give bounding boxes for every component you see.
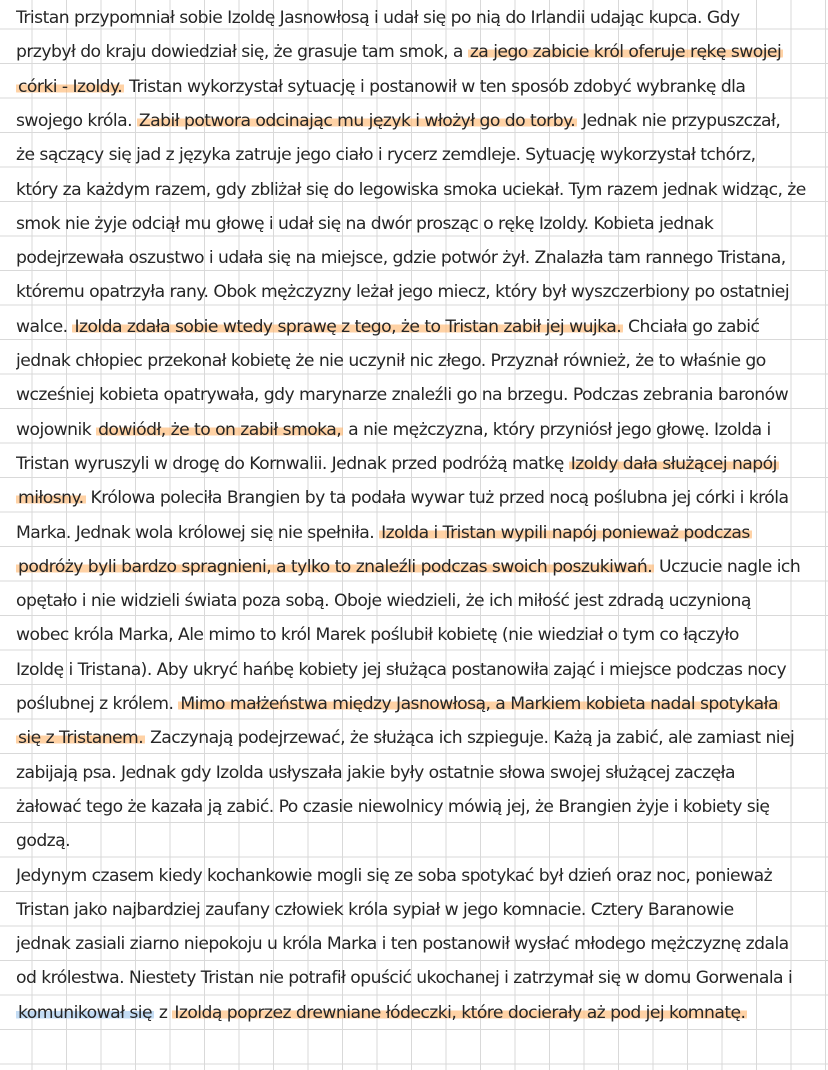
text-line — [16, 791, 822, 823]
highlighted-text: Izolda zdała sobie wtedy sprawę z tego, że to Tristan zabił jej wujka. — [74, 316, 622, 337]
text-line — [16, 139, 822, 171]
line-text: zabijają psa. Jednak gdy Izolda usłyszała jakie były ostatnie słowa swojej służącej zaczęła — [16, 762, 735, 783]
line-text: który za każdym razem, gdy zbliżał się do legowiska smoka uciekał. Tym razem jednak widząc, że — [16, 179, 806, 200]
text-line — [16, 208, 822, 240]
text-line — [16, 105, 822, 137]
highlighted-text: podróży byli bardzo spragnieni, a tylko to znaleźli podczas swoich poszukiwań. — [18, 556, 653, 577]
text-line — [16, 757, 822, 789]
line-text: Królowa poleciła Brangien by ta podała wywar tuż przed nocą poślubna jej córki i króla — [85, 488, 789, 509]
highlighted-text: Izoldy dała służącej napój — [570, 453, 777, 474]
highlighted-text: Mimo małżeństwa między Jasnowłosą, a Markiem kobieta nadal spotykała — [180, 694, 778, 714]
highlighted-text: się z Tristanem. — [18, 728, 144, 749]
text-line — [16, 36, 822, 68]
text-line — [16, 71, 822, 103]
text-line — [16, 2, 822, 34]
highlighted-text: Izolda i Tristan wypili napój ponieważ podczas — [381, 522, 750, 543]
text-line — [16, 894, 822, 926]
line-text: Uczucie nagle ich — [654, 556, 801, 577]
text-line — [16, 688, 822, 720]
text-line — [16, 414, 822, 446]
text-line — [16, 551, 822, 583]
line-text: że sączący się jad z języka zatruje jego ciało i rycerz zemdleje. Sytuację wykorzystał tchórz, — [16, 145, 756, 166]
line-text: podejrzewała oszustwo i udała się na miejsce, gdzie potwór żył. Znalazła tam rannego Tristana, — [16, 248, 786, 269]
highlighted-text: Izoldą poprzez drewniane łódeczki, które docierały aż pod jej komnatę. — [174, 1002, 746, 1023]
highlighted-text: miłosny. — [18, 488, 84, 509]
line-text: Izoldę i Tristana). Aby ukryć hańbę kobiety jej służąca postanowiła zająć i miejsce podczas nocy — [16, 659, 787, 680]
selected-text: komunikował się — [18, 1002, 153, 1023]
line-text: smok nie żyje odciął mu głowę i udał się na dwór prosząc o rękę Izoldy. Kobieta jednak — [16, 213, 714, 234]
highlighted-text: dowiódł, że to on zabił smoka, — [98, 419, 342, 440]
text-line — [16, 379, 822, 411]
line-text: Jedynym czasem kiedy kochankowie mogli się ze soba spotykać był dzień oraz noc, ponieważ — [16, 865, 773, 886]
line-text: Zaczynają podejrzewać, że służąca ich szpieguje. Każą ja zabić, ale zamiast niej — [145, 728, 795, 749]
line-text: Chciała go zabić — [623, 316, 760, 337]
line-text: swojego króla. — [16, 110, 137, 131]
line-text: Tristan jako najbardziej zaufany człowiek króla sypiał w jego komnacie. Cztery Baranowie — [16, 899, 734, 920]
text-line — [16, 860, 822, 892]
line-text: a nie mężczyzna, który przyniósł jego głowę. Izolda i — [343, 419, 771, 440]
line-text: jednak zasiali ziarno niepokoju u króla Marka i ten postanowił wysłać młodego mężczyznę zdala — [16, 934, 789, 955]
line-text: poślubnej z królem. — [16, 694, 179, 714]
line-text: żałować tego że kazała ją zabić. Po czasie niewolnicy mówią jej, że Brangien żyje i kobiety się — [16, 796, 770, 817]
line-text: z — [154, 1002, 173, 1023]
text-line — [16, 174, 822, 206]
text-line — [16, 517, 822, 549]
text-line — [16, 482, 822, 514]
line-text: któremu opatrzyła rany. Obok mężczyzny leżał jego miecz, który był wyszczerbiony po ostatniej — [16, 282, 790, 303]
text-line — [16, 345, 822, 377]
line-text: przybył do kraju dowiedział się, że grasuje tam smok, a — [16, 42, 468, 63]
line-text: od królestwa. Niestety Tristan nie potrafił opuścić ukochanej i zatrzymał się w domu Gorwenala i — [16, 968, 793, 989]
text-line — [16, 585, 822, 617]
text-line — [16, 928, 822, 960]
line-text: wobec króla Marka, Ale mimo to król Marek poślubił kobietę (nie wiedział o tym co łączyło — [16, 625, 739, 646]
text-line — [16, 654, 822, 686]
text-line — [16, 722, 822, 754]
text-line — [16, 997, 822, 1029]
text-line — [16, 311, 822, 343]
line-text: Tristan wykorzystał sytuację i postanowił w ten sposób zdobyć wybrankę dla — [124, 76, 746, 97]
line-text: jednak chłopiec przekonał kobietę że nie uczynił nic złego. Przyznał również, że to właśnie go — [16, 351, 766, 371]
text-line — [16, 825, 822, 857]
text-line — [16, 962, 822, 994]
highlighted-text: za jego zabicie król oferuje rękę swojej — [469, 42, 782, 63]
line-text: wojownik — [16, 419, 97, 440]
line-text: Jednak nie przypuszczał, — [577, 110, 781, 131]
line-text: wcześniej kobieta opatrywała, gdy marynarze znaleźli go na brzegu. Podczas zebrania baronów — [16, 385, 789, 406]
highlighted-text: córki - Izoldy. — [18, 76, 123, 97]
line-text: godzą. — [16, 831, 71, 852]
text-line — [16, 242, 822, 274]
line-text: opętało i nie widzieli świata poza sobą. Oboje wiedzieli, że ich miłość jest zdradą uczynioną — [16, 591, 751, 612]
line-text: walce. — [16, 316, 73, 337]
text-line — [16, 448, 822, 480]
line-text: Tristan przypomniał sobie Izoldę Jasnowłosą i udał się po nią do Irlandii udając kupca. Gdy — [16, 8, 740, 28]
text-line — [16, 619, 822, 651]
line-text: Marka. Jednak wola królowej się nie spełniła. — [16, 522, 380, 543]
line-text: Tristan wyruszyli w drogę do Kornwalii. Jednak przed podróżą matkę — [16, 453, 569, 474]
text-line — [16, 276, 822, 308]
highlighted-text: Zabił potwora odcinając mu język i włożył go do torby. — [138, 110, 576, 131]
